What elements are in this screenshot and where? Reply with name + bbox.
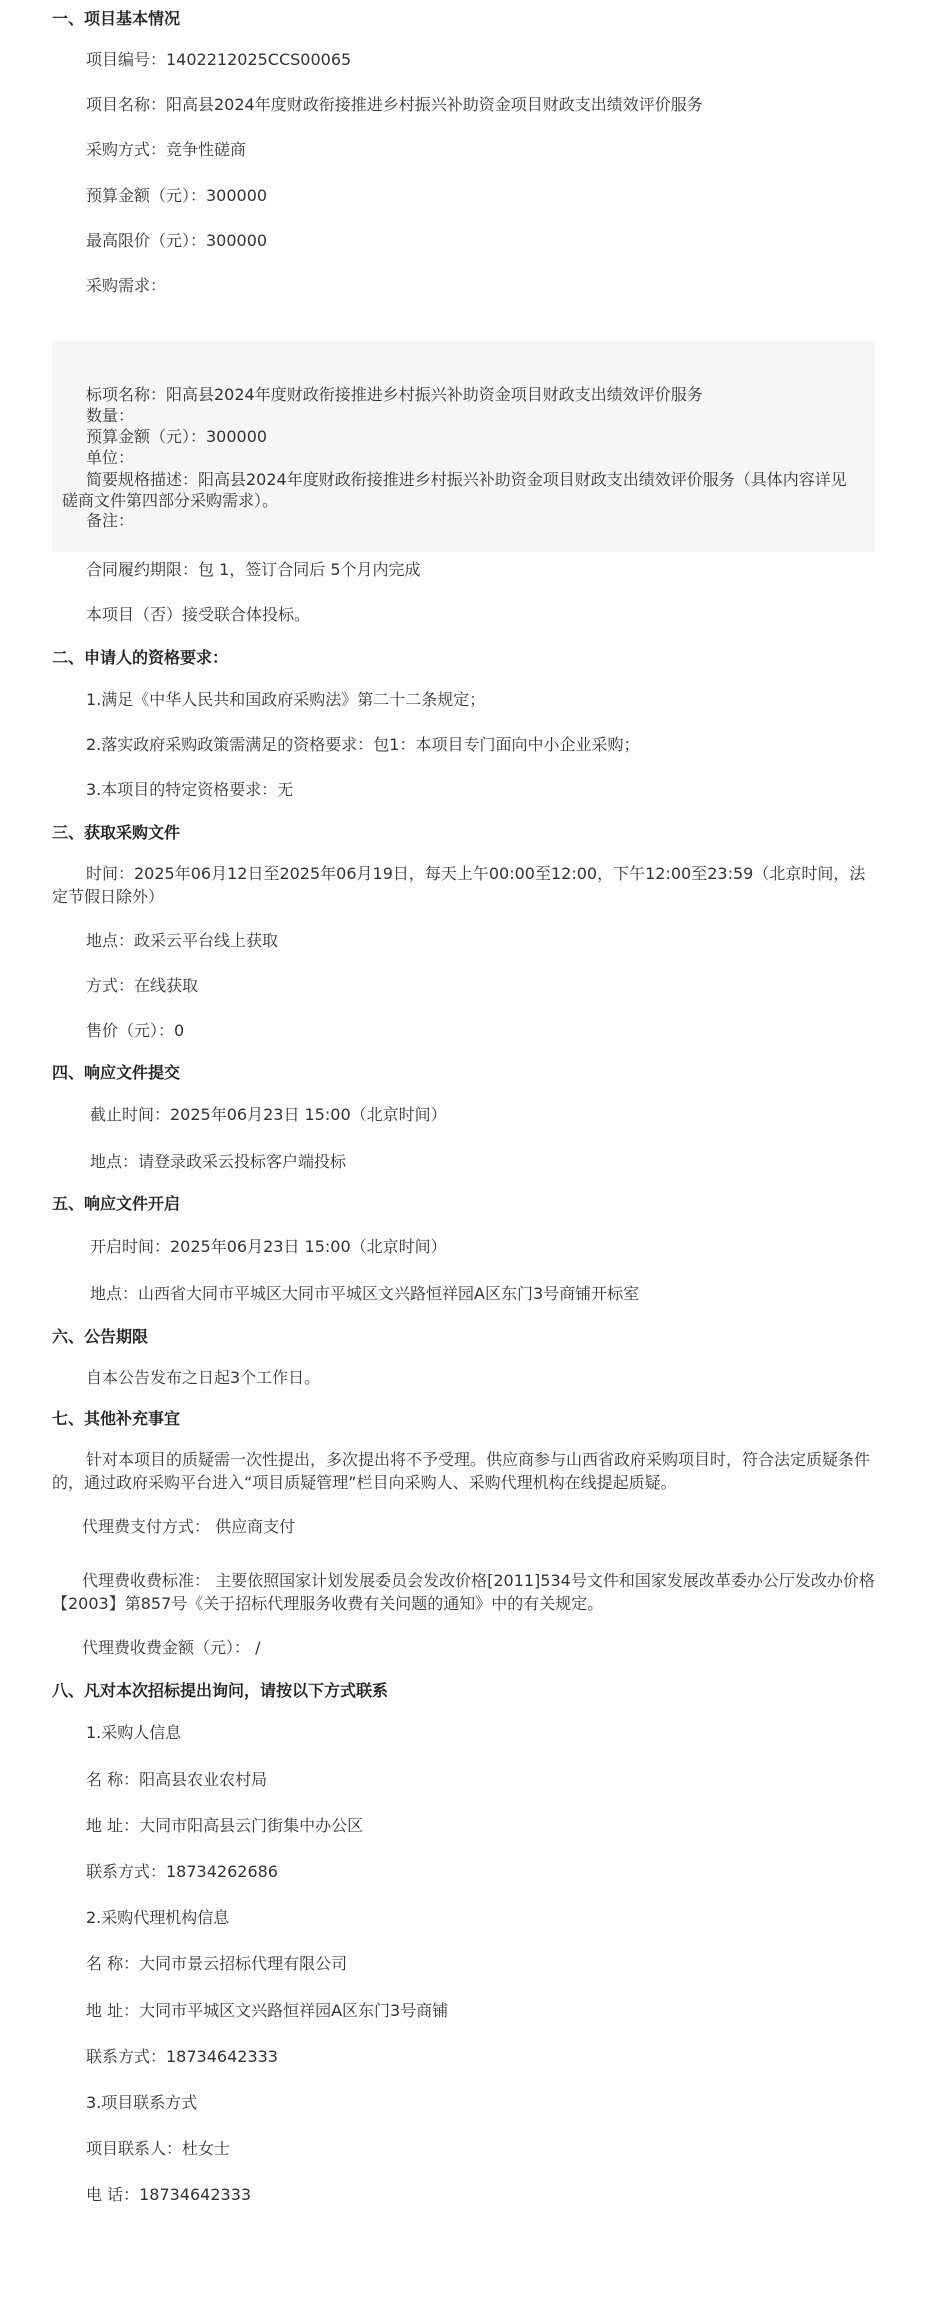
contract-period: 合同履约期限：包 1，签订合同后 5个月内完成 bbox=[86, 560, 421, 579]
agency-fee-amount: 代理费收费金额（元）： / bbox=[82, 1638, 261, 1657]
joint-bid-note: 本项目（否）接受联合体投标。 bbox=[86, 605, 311, 624]
project-contact-phone: 电 话：18734642333 bbox=[86, 2185, 252, 2204]
obtain-place: 地点：政采云平台线上获取 bbox=[86, 931, 279, 950]
agency-fee-standard: 代理费收费标准： 主要依照国家计划发展委员会发改价格[2011]534号文件和国家发展改革委办公厅发改办价格【2003】第857号《关于招标代理服务收费有关问题的通知》中的有关规定。 bbox=[52, 1571, 875, 1613]
agency-phone: 联系方式：18734642333 bbox=[86, 2047, 278, 2066]
budget-amount: 预算金额（元）：300000 bbox=[86, 186, 268, 205]
project-number: 项目编号：1402212025CCS00065 bbox=[86, 50, 352, 69]
buyer-name: 名 称：阳高县农业农村局 bbox=[86, 1770, 268, 1789]
section-8-title: 八、凡对本次招标提出询问，请按以下方式联系 bbox=[52, 1681, 389, 1700]
section-5-title: 五、响应文件开启 bbox=[52, 1194, 181, 1213]
lot-spec: 简要规格描述：阳高县2024年度财政衔接推进乡村振兴补助资金项目财政支出绩效评价服务（具体内容详见磋商文件第四部分采购需求）。 bbox=[62, 470, 847, 510]
buyer-phone: 联系方式：18734262686 bbox=[86, 1862, 278, 1881]
submit-place: 地点：请登录政采云投标客户端投标 bbox=[90, 1152, 347, 1171]
section-3-title: 三、获取采购文件 bbox=[52, 823, 181, 842]
section-2-title: 二、申请人的资格要求： bbox=[52, 648, 229, 667]
obtain-way: 方式：在线获取 bbox=[86, 976, 199, 995]
qualification-1: 1.满足《中华人民共和国政府采购法》第二十二条规定； bbox=[86, 690, 486, 709]
project-name: 项目名称：阳高县2024年度财政衔接推进乡村振兴补助资金项目财政支出绩效评价服务 bbox=[86, 95, 703, 114]
complaint-note: 针对本项目的质疑需一次性提出，多次提出将不予受理。供应商参与山西省政府采购项目时，符合法定质疑条件的，通过政府采购平台进入“项目质疑管理”栏目向采购人、采购代理机构在线提起质疑。 bbox=[52, 1450, 871, 1492]
open-place: 地点：山西省大同市平城区大同市平城区文兴路恒祥园A区东门3号商铺开标室 bbox=[90, 1284, 640, 1303]
project-contact-person: 项目联系人：杜女士 bbox=[86, 2139, 231, 2158]
lot-unit: 单位： bbox=[86, 448, 135, 467]
lot-note: 备注： bbox=[86, 511, 135, 530]
agency-address: 地 址：大同市平城区文兴路恒祥园A区东门3号商铺 bbox=[86, 2001, 449, 2020]
buyer-info-title: 1.采购人信息 bbox=[86, 1723, 182, 1742]
qualification-3: 3.本项目的特定资格要求：无 bbox=[86, 780, 294, 799]
max-price: 最高限价（元）：300000 bbox=[86, 231, 268, 250]
obtain-price: 售价（元）：0 bbox=[86, 1021, 185, 1040]
notice-period: 自本公告发布之日起3个工作日。 bbox=[86, 1368, 321, 1387]
lot-name: 标项名称：阳高县2024年度财政衔接推进乡村振兴补助资金项目财政支出绩效评价服务 bbox=[86, 385, 703, 404]
section-6-title: 六、公告期限 bbox=[52, 1327, 149, 1346]
lot-budget: 预算金额（元）：300000 bbox=[86, 427, 268, 446]
procurement-method: 采购方式：竞争性磋商 bbox=[86, 140, 247, 159]
submit-deadline: 截止时间：2025年06月23日 15:00（北京时间） bbox=[90, 1105, 447, 1124]
project-contact-title: 3.项目联系方式 bbox=[86, 2093, 198, 2112]
qualification-2: 2.落实政府采购政策需满足的资格要求：包1：本项目专门面向中小企业采购； bbox=[86, 735, 640, 754]
obtain-time: 时间：2025年06月12日至2025年06月19日，每天上午00:00至12:00，下午12:00至23:59（北京时间，法定节假日除外） bbox=[52, 864, 866, 906]
agency-name: 名 称：大同市景云招标代理有限公司 bbox=[86, 1954, 348, 1973]
agency-info-title: 2.采购代理机构信息 bbox=[86, 1908, 230, 1927]
section-7-title: 七、其他补充事宜 bbox=[52, 1409, 181, 1428]
buyer-address: 地 址：大同市阳高县云门街集中办公区 bbox=[86, 1816, 364, 1835]
agency-fee-payment: 代理费支付方式： 供应商支付 bbox=[82, 1517, 296, 1536]
section-4-title: 四、响应文件提交 bbox=[52, 1063, 181, 1082]
open-time: 开启时间：2025年06月23日 15:00（北京时间） bbox=[90, 1237, 447, 1256]
lot-quantity: 数量： bbox=[86, 406, 135, 425]
section-1-title: 一、项目基本情况 bbox=[52, 9, 181, 28]
procurement-demand-label: 采购需求： bbox=[86, 276, 167, 295]
